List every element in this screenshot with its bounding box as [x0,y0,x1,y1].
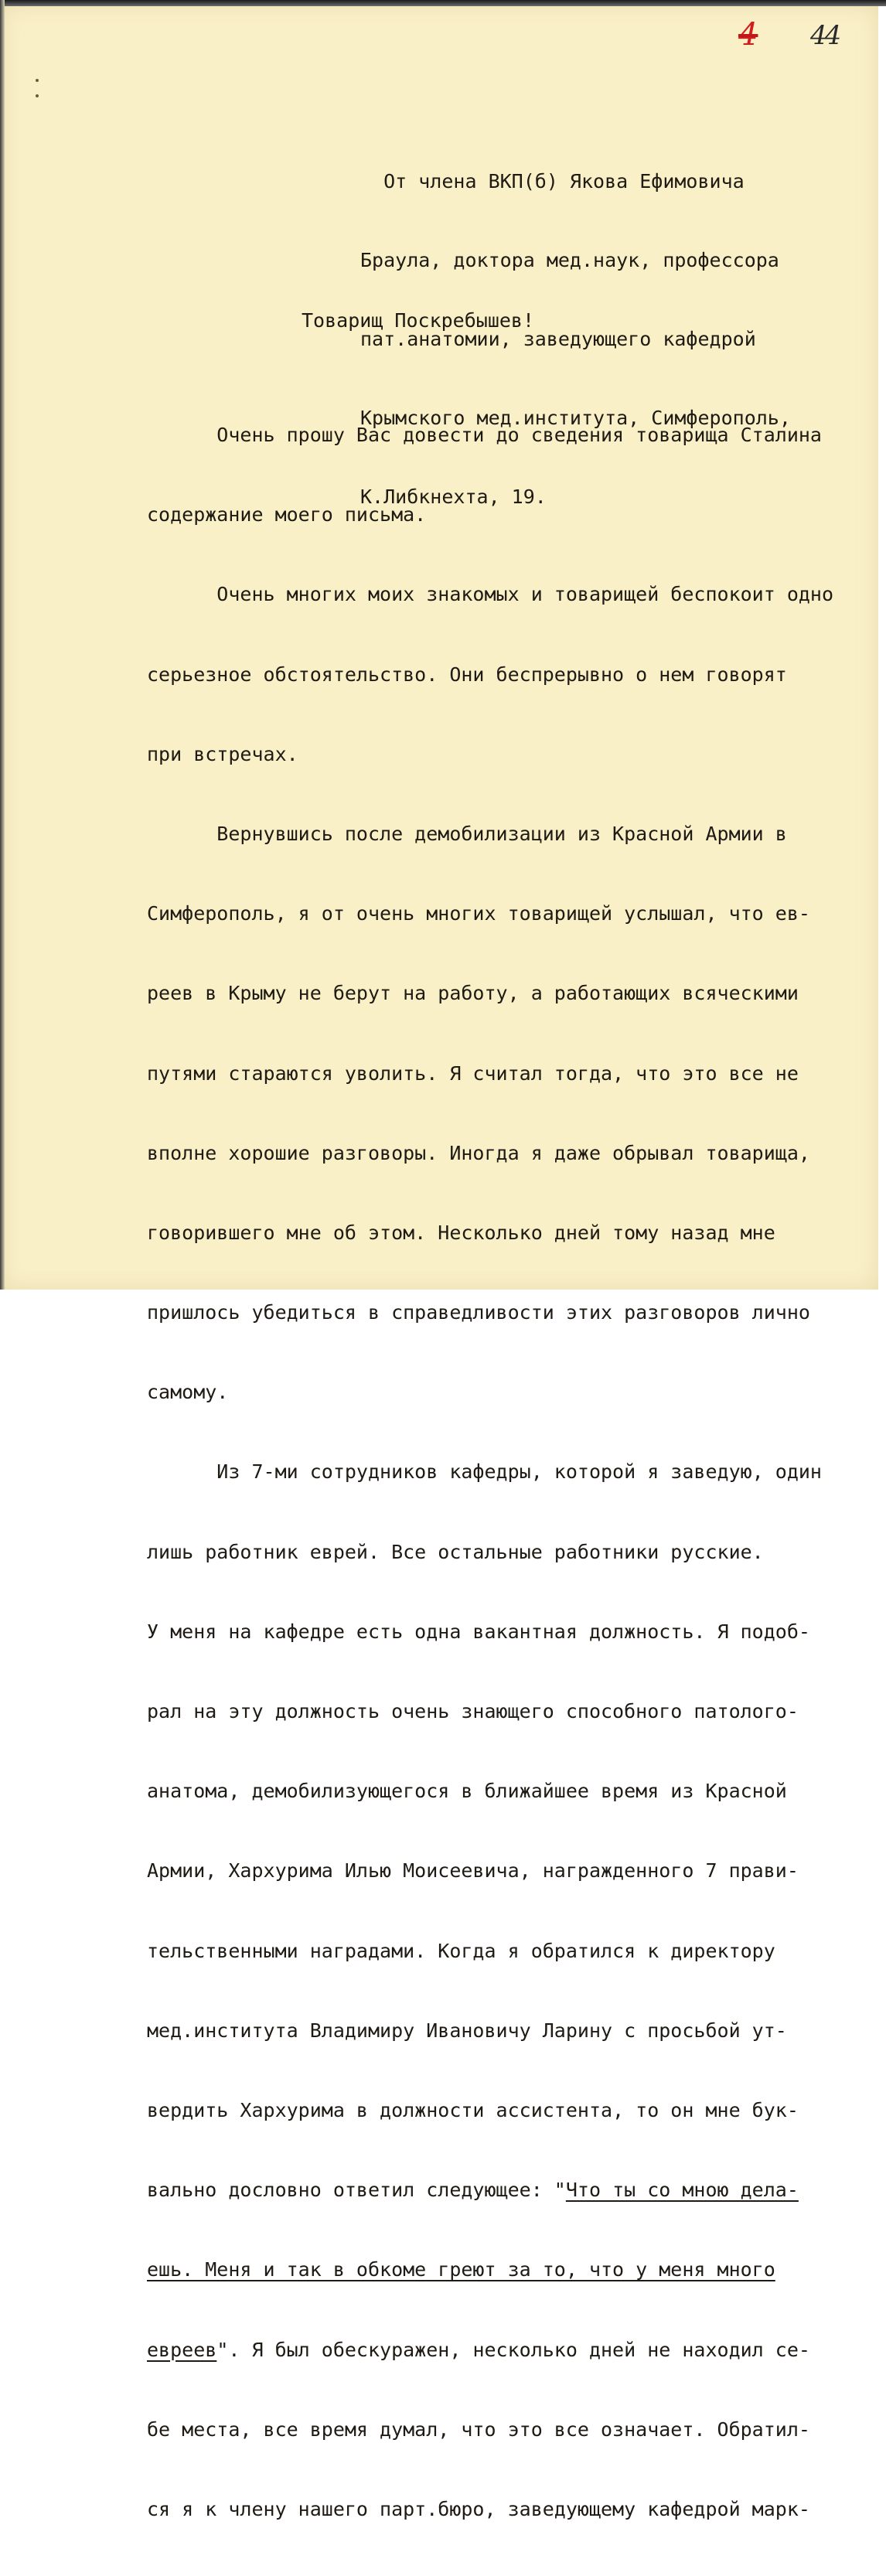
body-line: ся я к члену нашего парт.бюро, заведующему кафедрой марк- [147,2497,810,2520]
sender-line: К.Либкнехта, 19. [360,486,547,508]
quote-continuation: ". Я был обескуражен, несколько дней не находил се- [216,2338,810,2361]
body-line: говорившего мне об этом. Несколько дней тому назад мне [147,1221,775,1244]
body-line: Симферополь, я от очень многих товарищей услышал, что ев- [147,902,810,925]
body-line: путями стараются уволить. Я считал тогда, что это все не [147,1061,799,1085]
underlined-quote: Что ты со мною дела- [565,2179,799,2202]
body-line: вполне хорошие разговоры. Иногда я даже обрывал товарища, [147,1141,810,1164]
body-line: мед.института Владимиру Ивановичу Ларину с просьбой ут- [147,2019,787,2042]
body-line: Очень прошу Вас довести до сведения товарища Сталина [147,424,822,446]
quote-lead-in: вально дословно ответил следующее: " [147,2179,566,2202]
body-line: Очень многих моих знакомых и товарищей беспокоит одно [147,583,834,606]
scan-top-border [0,0,886,6]
folio-number: 44 [810,20,840,51]
salutation: Товарищ Поскребышев! [302,309,535,332]
body-line: содержание моего письма. [147,503,427,526]
body-line: Армии, Хархурима Илью Моисеевича, награжденного 7 прави- [147,1859,799,1883]
body-line: серьезное обстоятельство. Они беспрерывно о нем говорят [147,663,787,686]
scan-left-border [0,0,5,1290]
body-line: анатома, демобилизующегося в ближайшее время из Красной [147,1780,787,1803]
body-line: рал на эту должность очень знающего способного патолого- [147,1700,799,1722]
body-line: тельственными наградами. Когда я обратился к директору [147,1939,775,1962]
body-line: бе места, все время думал, что это все означает. Обратил- [147,2418,810,2441]
folio-number-crossed-out: 4 [738,17,758,53]
body-line: лишь работник еврей. Все остальные работники русские. [147,1540,764,1563]
staple-hole [36,79,39,82]
body-line-quote [147,2257,833,2284]
body-line: Из 7-ми сотрудников кафедры, которой я заведую, один [147,1460,822,1484]
body-line-quote-start [147,2177,833,2204]
body-line: реев в Крыму не берут на работу, а работающих всяческими [147,982,799,1005]
letter-body [147,370,833,2576]
staple-hole [36,94,39,97]
body-line-quote-end [147,2337,833,2364]
sender-line: От члена ВКП(б) Якова Ефимовича [360,170,745,193]
sender-line: пат.анатомии, заведующего кафедрой [360,328,756,350]
body-line: У меня на кафедре есть одна вакантная должность. Я подоб- [147,1620,810,1643]
body-line: Вернувшись после демобилизации из Красной Армии в [147,822,787,845]
underlined-quote: евреев [147,2338,217,2361]
body-line: самому. [147,1381,229,1404]
sender-line: Крымского мед.института, Симферополь, [360,407,791,429]
body-line: вердить Хархурима в должности ассистента, то он мне бук- [147,2098,799,2121]
body-line: пришлось убедиться в справедливости этих разговоров лично [147,1301,810,1324]
underlined-quote: ешь. Меня и так в обкоме греют за то, что у меня много [147,2258,775,2281]
sender-line: Браула, доктора мед.наук, профессора [360,249,779,271]
body-line: при встречах. [147,742,298,765]
